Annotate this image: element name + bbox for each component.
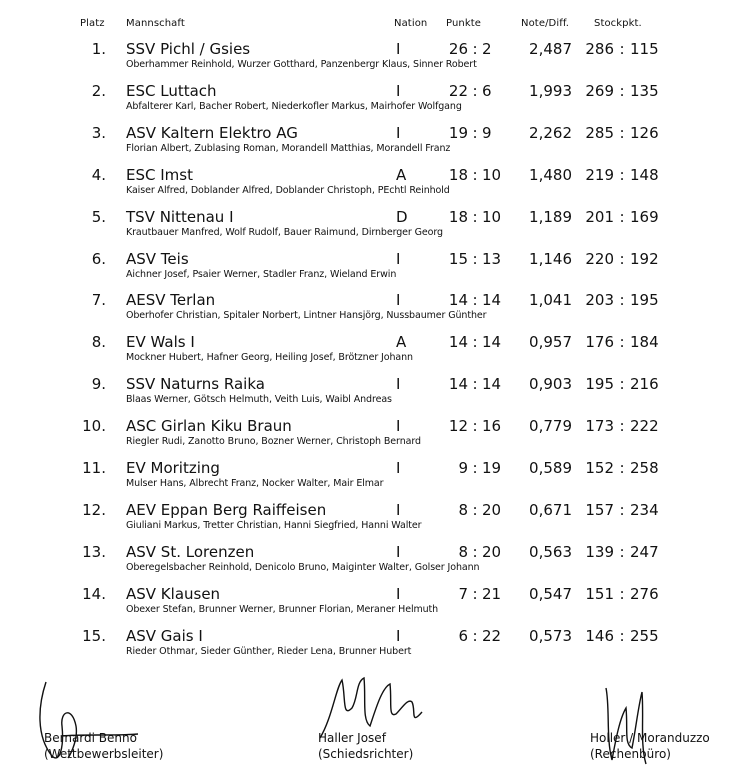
rank: 3. [91,123,106,142]
points [440,459,504,477]
points-separator: : [472,375,478,394]
rank: 9. [91,375,106,394]
stock-points-for: 219 [585,165,614,184]
stock-points-for: 146 [585,626,614,645]
rank: 12. [82,500,106,519]
points-lost: 14 [482,375,502,394]
rank: 1. [91,40,106,58]
table-row [0,208,750,250]
stock-separator: : [619,249,625,268]
table-row [0,333,750,375]
points-lost: 14 [482,291,502,310]
points [440,501,504,519]
points-separator: : [472,500,478,519]
team-players: Abfalterer Karl, Bacher Robert, Niederkofler Markus, Mairhofer Wolfgang [126,100,462,112]
rank: 8. [91,333,106,352]
header-nation: Nation [394,18,428,29]
rank: 4. [91,165,106,184]
signature-haller-role: (Schiedsrichter) [318,747,414,761]
stock-points-against: 247 [630,542,659,561]
points [440,124,504,142]
stock-points-against: 169 [630,207,659,226]
stock-points-for: 173 [585,417,614,436]
points-won: 19 [448,123,468,142]
team-players: Giuliani Markus, Tretter Christian, Hanni Siegfried, Hanni Walter [126,519,422,531]
team-name: EV Moritzing [126,459,220,477]
points-separator: : [472,626,478,645]
note-diff: 0,671 [529,500,572,519]
stock-points-for: 157 [585,500,614,519]
points-separator: : [472,40,478,58]
stock-separator: : [619,333,625,352]
note-diff: 0,573 [529,626,572,645]
stock-points-against: 222 [630,417,659,436]
points-won: 15 [448,249,468,268]
stock-points-for: 176 [585,333,614,352]
points-separator: : [472,207,478,226]
team-players: Oberhofer Christian, Spitaler Norbert, Lintner Hansjörg, Nussbaumer Günther [126,310,487,322]
team-name: ASV Teis [126,249,189,268]
team-name: ASV St. Lorenzen [126,542,255,561]
nation: I [396,459,401,477]
points-lost: 20 [482,500,502,519]
nation: I [396,500,401,519]
rank: 13. [82,542,106,561]
table-row [0,124,750,166]
stock-points-against: 234 [630,500,659,519]
team-players: Blaas Werner, Götsch Helmuth, Veith Luis, Waibl Andreas [126,394,392,406]
signature-haller-name: Haller Josef [318,731,386,745]
note-diff: 1,993 [529,81,572,100]
points-lost: 10 [482,165,502,184]
team-name: ASC Girlan Kiku Braun [126,417,292,436]
table-row [0,627,750,669]
points-won: 18 [448,207,468,226]
points [440,208,504,226]
nation: I [396,123,401,142]
table-row [0,40,750,82]
team-name: ASV Kaltern Elektro AG [126,123,298,142]
stock-separator: : [619,584,625,603]
stock-separator: : [619,626,625,645]
stock-points-for: 285 [585,123,614,142]
stock-points-for: 220 [585,249,614,268]
points-won: 7 [458,584,468,603]
points-won: 14 [448,375,468,394]
stock-points [584,459,660,477]
stock-points-against: 276 [630,584,659,603]
points-lost: 2 [482,40,492,58]
points-won: 14 [448,291,468,310]
team-players: Oberhammer Reinhold, Wurzer Gotthard, Panzenbergr Klaus, Sinner Robert [126,59,477,70]
stock-points-against: 184 [630,333,659,352]
team-players: Mockner Hubert, Hafner Georg, Heiling Josef, Brötzner Johann [126,352,413,364]
nation: I [396,375,401,394]
stock-points [584,375,660,393]
points-separator: : [472,542,478,561]
stock-separator: : [619,165,625,184]
rank: 6. [91,249,106,268]
table-row [0,417,750,459]
stock-points-for: 151 [585,584,614,603]
stock-points-for: 286 [585,40,614,58]
points [440,291,504,309]
stock-separator: : [619,542,625,561]
stock-points [584,124,660,142]
stock-points-for: 269 [585,81,614,100]
note-diff: 0,547 [529,584,572,603]
rank: 15. [82,626,106,645]
nation: I [396,542,401,561]
header-punkte: Punkte [446,18,481,29]
nation: A [396,165,407,184]
team-name: TSV Nittenau I [126,207,234,226]
note-diff: 1,189 [529,207,572,226]
stock-points-against: 216 [630,375,659,394]
stock-separator: : [619,417,625,436]
points-lost: 19 [482,459,502,477]
points-separator: : [472,291,478,310]
team-players: Obexer Stefan, Brunner Werner, Brunner Florian, Meraner Helmuth [126,603,439,615]
table-row [0,375,750,417]
points-lost: 14 [482,333,502,352]
nation: I [396,291,401,310]
rank: 10. [82,417,106,436]
note-diff: 1,146 [529,249,572,268]
stock-separator: : [619,207,625,226]
stock-points [584,585,660,603]
team-players: Krautbauer Manfred, Wolf Rudolf, Bauer Raimund, Dirnberger Georg [126,226,443,238]
team-players: Florian Albert, Zublasing Roman, Morandell Matthias, Morandell Franz [126,142,451,154]
points-separator: : [472,417,478,436]
stock-points-against: 255 [630,626,659,645]
rank: 5. [91,207,106,226]
rank: 11. [82,459,106,477]
table-row [0,585,750,627]
points-separator: : [472,249,478,268]
points-won: 26 [448,40,468,58]
points [440,627,504,645]
header-stockpkt: Stockpkt. [594,18,642,29]
stock-points [584,501,660,519]
stock-separator: : [619,123,625,142]
points [440,543,504,561]
team-name: ESC Imst [126,165,193,184]
header-note: Note/Diff. [521,18,570,29]
points [440,40,504,58]
signature-holler-name: Holler / Moranduzzo [590,731,710,745]
nation: I [396,249,401,268]
table-row [0,250,750,292]
table-row [0,291,750,333]
stock-points-against: 135 [630,81,659,100]
nation: I [396,584,401,603]
stock-points-against: 192 [630,249,659,268]
header-mannschaft: Mannschaft [126,18,185,29]
points [440,250,504,268]
stock-separator: : [619,40,625,58]
stock-points [584,82,660,100]
table-row [0,82,750,124]
stock-points [584,627,660,645]
points-won: 8 [458,500,468,519]
stock-points [584,208,660,226]
stock-points-against: 258 [630,459,659,477]
stock-separator: : [619,375,625,394]
team-players: Rieder Othmar, Sieder Günther, Rieder Lena, Brunner Hubert [126,645,412,657]
team-name: AEV Eppan Berg Raiffeisen [126,500,327,519]
points [440,82,504,100]
stock-points [584,291,660,309]
table-row [0,166,750,208]
stock-points-for: 152 [585,459,614,477]
points-separator: : [472,81,478,100]
nation: I [396,81,401,100]
table-row [0,501,750,543]
signature-holler-role: (Rechenbüro) [590,747,671,761]
note-diff: 2,487 [529,40,572,58]
table-row [0,459,750,501]
points-lost: 20 [482,542,502,561]
team-name: SSV Naturns Raika [126,375,265,394]
note-diff: 1,041 [529,291,572,310]
points [440,375,504,393]
stock-points-against: 195 [630,291,659,310]
note-diff: 0,903 [529,375,572,394]
stock-points-against: 148 [630,165,659,184]
points-won: 12 [448,417,468,436]
header-platz: Platz [80,18,105,29]
team-players: Aichner Josef, Psaier Werner, Stadler Franz, Wieland Erwin [126,268,397,280]
points-won: 8 [458,542,468,561]
points-lost: 22 [482,626,502,645]
table-row [0,543,750,585]
signature-bernardi-name: Bernardi Benno [44,731,137,745]
points-lost: 10 [482,207,502,226]
stock-points-for: 203 [585,291,614,310]
team-name: SSV Pichl / Gsies [126,40,251,58]
points [440,585,504,603]
points-separator: : [472,584,478,603]
team-players: Kaiser Alfred, Doblander Alfred, Doblander Christoph, PEchtl Reinhold [126,184,450,196]
stock-points [584,250,660,268]
stock-separator: : [619,500,625,519]
stock-separator: : [619,459,625,477]
stock-points [584,333,660,351]
points-won: 22 [448,81,468,100]
team-name: ASV Gais I [126,626,203,645]
rank: 14. [82,584,106,603]
points-lost: 6 [482,81,492,100]
team-name: EV Wals I [126,333,195,352]
note-diff: 0,779 [529,417,572,436]
stock-points [584,417,660,435]
stock-points-for: 195 [585,375,614,394]
nation: I [396,40,401,58]
rank: 2. [91,81,106,100]
points [440,417,504,435]
points-lost: 16 [482,417,502,436]
note-diff: 0,589 [529,459,572,477]
stock-points-against: 115 [630,40,659,58]
nation: A [396,333,407,352]
points-separator: : [472,333,478,352]
note-diff: 0,957 [529,333,572,352]
points-won: 9 [458,459,468,477]
points-separator: : [472,165,478,184]
stock-points [584,40,660,58]
signature-bernardi-role: (Wettbewerbsleiter) [44,747,164,761]
rank: 7. [91,291,106,310]
points-lost: 21 [482,584,502,603]
stock-points-for: 139 [585,542,614,561]
stock-points [584,543,660,561]
points-lost: 13 [482,249,502,268]
team-players: Riegler Rudi, Zanotto Bruno, Bozner Werner, Christoph Bernard [126,436,421,448]
team-name: ASV Klausen [126,584,221,603]
nation: D [396,207,408,226]
note-diff: 2,262 [529,123,572,142]
points-won: 6 [458,626,468,645]
nation: I [396,626,401,645]
points-separator: : [472,459,478,477]
note-diff: 0,563 [529,542,572,561]
stock-points-against: 126 [630,123,659,142]
nation: I [396,417,401,436]
stock-separator: : [619,291,625,310]
team-name: ESC Luttach [126,81,217,100]
points-won: 14 [448,333,468,352]
points-won: 18 [448,165,468,184]
points-lost: 9 [482,123,492,142]
points [440,333,504,351]
stock-points-for: 201 [585,207,614,226]
team-name: AESV Terlan [126,291,216,310]
team-players: Oberegelsbacher Reinhold, Denicolo Bruno, Maiginter Walter, Golser Johann [126,561,480,573]
points [440,166,504,184]
points-separator: : [472,123,478,142]
team-players: Mulser Hans, Albrecht Franz, Nocker Walter, Mair Elmar [126,478,384,489]
stock-separator: : [619,81,625,100]
note-diff: 1,480 [529,165,572,184]
stock-points [584,166,660,184]
